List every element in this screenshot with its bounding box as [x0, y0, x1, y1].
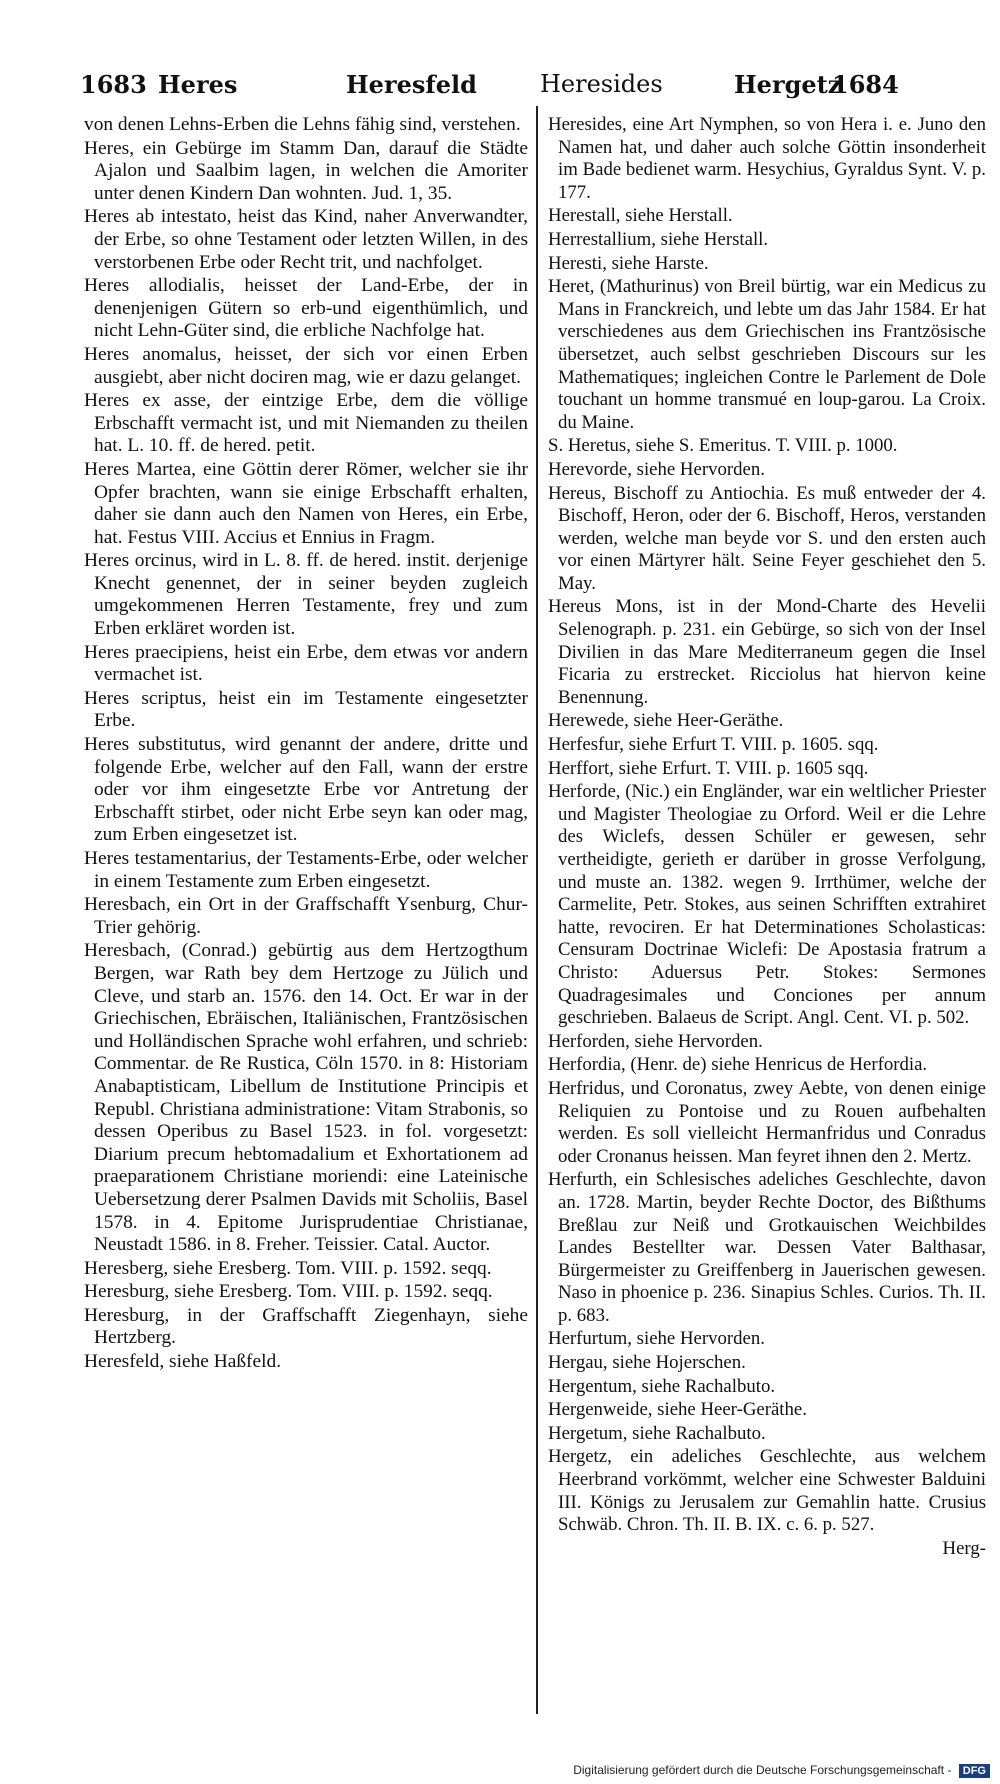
- entry: Heres scriptus, heist ein im Testamente eingesetzter Erbe.: [84, 687, 528, 732]
- entry: Heresfeld, siehe Haßfeld.: [84, 1351, 282, 1373]
- entry: Heres allodialis, heisset der Land-Erbe, der in denenjenigen Gütern so erb-und eigenthümlich, und nicht Lehn-Güter sind, die erbliche Nachfolge hat.: [84, 275, 528, 342]
- entry: Heres ab intestato, heist das Kind, naher Anverwandter, der Erbe, so ohne Testament oder letzten Willen, in des verstorbenen Erbe oder Recht trit, und nachfolget.: [84, 206, 528, 273]
- entry: Heres Martea, eine Göttin derer Römer, welcher sie ihr Opfer brachten, wann sie einige Erbschafft erhalten, daher sie dann auch den Namen von Heres, ein Erbe, hat. Festus VIII. Accius et Ennius in Fragm.: [84, 458, 528, 548]
- catchword-left: Heres: [158, 70, 238, 99]
- entry: Heresides, eine Art Nymphen, so von Hera i. e. Juno den Namen hat, und daher auch solche Göttin insonderheit im Bade bedienet warm. Hesychius, Gyraldus Synt. V. p. 177.: [548, 114, 986, 203]
- entry: Heresti, siehe Harste.: [548, 252, 709, 274]
- entry: Heresberg, siehe Eresberg. Tom. VIII. p. 1592. seqq.: [84, 1257, 492, 1279]
- entry: Herewede, siehe Heer-Geräthe.: [548, 710, 784, 732]
- page-number-right: 1684: [832, 70, 899, 99]
- entry: Heres anomalus, heisset, der sich vor einen Erben ausgiebt, aber nicht dociren mag, wie er dazu gelanget.: [84, 343, 528, 388]
- entry: Herevorde, siehe Hervorden.: [548, 458, 765, 480]
- left-column: [84, 114, 528, 1375]
- entry: Herfordia, (Henr. de) siehe Henricus de Herfordia.: [548, 1054, 928, 1076]
- entry: Hergetum, siehe Rachalbuto.: [548, 1422, 766, 1444]
- entry: Heresburg, siehe Eresberg. Tom. VIII. p. 1592. seqq.: [84, 1281, 493, 1303]
- entry: Herg-: [942, 1537, 986, 1559]
- entry: S. Heretus, siehe S. Emeritus. T. VIII. p. 1000.: [548, 435, 898, 457]
- entry: Herfesfur, siehe Erfurt T. VIII. p. 1605. sqq.: [548, 734, 879, 756]
- page-number-left: 1683: [80, 70, 147, 99]
- column-divider: [536, 106, 538, 1714]
- entry: von denen Lehns-Erben die Lehns fähig sind, verstehen.: [84, 114, 521, 135]
- entry: Herffort, siehe Erfurt. T. VIII. p. 1605 sqq.: [548, 757, 869, 779]
- entry: Herfurth, ein Schlesisches adeliches Geschlechte, davon an. 1728. Martin, beyder Rechte Doctor, des Bißthums Breßlau zur Neiß und Grotkauischen Weichbildes Landes Bestellter war. Dessen Vater Balthasar, Bürgermeister zu Greiffenberg in Jauerischen gewesen. Naso in phoenice p. 236. Sinapius Schles. Curios. Th. II. p. 683.: [548, 1169, 986, 1326]
- entry: Heres praecipiens, heist ein Erbe, dem etwas vor andern vermachet ist.: [84, 641, 528, 686]
- entry: Herestall, siehe Herstall.: [548, 205, 733, 227]
- dfg-logo: DFG: [959, 1764, 990, 1778]
- entry: Hereus Mons, ist in der Mond-Charte des Hevelii Selenograph. p. 231. ein Gebürge, so sich von der Insel Divilien in das Mare Mediterraneum gegen die Insel Ficaria zu erstrecket. Ricciolus hat hiervon keine Benennung.: [548, 596, 986, 708]
- header-title-center: Heresfeld: [346, 70, 477, 99]
- entry: Heresburg, in der Graffschafft Ziegenhayn, siehe Hertzberg.: [84, 1304, 528, 1349]
- entry: Heres orcinus, wird in L. 8. ff. de hered. instit. derjenige Knecht genennet, der in seiner beyden zugleich umgekommenen Herren Testamente, frey und zum Erben erkläret worden ist.: [84, 550, 528, 640]
- entry: Heres substitutus, wird genannt der andere, dritte und folgende Erbe, welcher auf den Fall, wann der erstre oder vor ihm eingesetzte Erbe vor Antretung der Erbschafft stirbet, oder nicht Erbe seyn kan oder mag, zum Erben eingesetzet ist.: [84, 734, 528, 846]
- right-column: [548, 114, 986, 1561]
- entry: Hergenweide, siehe Heer-Geräthe.: [548, 1399, 807, 1421]
- running-header: [80, 62, 960, 106]
- footer-text: Digitalisierung gefördert durch die Deutsche Forschungsgemeinschaft -: [573, 1763, 952, 1777]
- digitization-credit: [573, 1763, 990, 1778]
- entry: Herfridus, und Coronatus, zwey Aebte, von denen einige Reliquien zu Pontoise und zu Rouen aufbehalten werden. Es soll vielleicht Hermanfridus und Conradus oder Cronanus heissen. Man feyret ihnen den 2. Mertz.: [548, 1077, 986, 1167]
- entry: Herfurtum, siehe Hervorden.: [548, 1328, 765, 1350]
- catchword-right: Hergetz: [734, 70, 842, 99]
- entry: Herforden, siehe Hervorden.: [548, 1030, 763, 1052]
- entry: Herforde, (Nic.) ein Engländer, war ein weltlicher Priester und Magister Theologiae zu Orford. Weil er die Lehre des Wiclefs, dessen Schüler er gewesen, sehr vertheidigte, gerieth er darüber in grosse Verfolgung, und muste an. 1382. wegen 9. Irrthümer, welche der Carmelite, Petr. Stokes, aus seinen Schrifften extrahiret hatte, revociren. Er hat Determinationes Scholasticas: Censuram Doctrinae Wiclefi: De Apostasia fratrum a Christo: Aduersus Petr. Stokes: Sermones Quadragesimales und Conciones per annum geschrieben. Balaeus de Script. Angl. Cent. VI. p. 502.: [548, 781, 986, 1029]
- entry: Hergetz, ein adeliches Geschlechte, aus welchem Heerbrand vorkömmt, welcher eine Schwester Balduini III. Königs zu Jerusalem zur Gemahlin hatte. Crusius Schwäb. Chron. Th. II. B. IX. c. 6. p. 527.: [548, 1446, 986, 1536]
- entry: Heres, ein Gebürge im Stamm Dan, darauf die Städte Ajalon und Saalbim lagen, in welchen die Amoriter unter denen Kindern Dan wohnten. Jud. 1, 35.: [84, 137, 528, 204]
- entry: Hergentum, siehe Rachalbuto.: [548, 1375, 776, 1397]
- entry: Hereus, Bischoff zu Antiochia. Es muß entweder der 4. Bischoff, Heron, oder der 6. Bischoff, Heros, verstanden werden, welche man beyde vor S. und den ersten auch vor einen Märtyrer hält. Seine Feyer geschiehet den 5. May.: [548, 482, 986, 594]
- entry: Heresbach, ein Ort in der Graffschafft Ysenburg, Chur-Trier gehörig.: [84, 894, 528, 938]
- entry: Heres ex asse, der eintzige Erbe, dem die völlige Erbschafft vermacht ist, und mit Niemanden zu theilen hat. L. 10. ff. de hered. petit.: [84, 390, 528, 457]
- header-title-right: Heresides: [540, 70, 663, 98]
- entry: Heret, (Mathurinus) von Breil bürtig, war ein Medicus zu Mans in Franckreich, und lebte um das Jahr 1584. Er hat verschiedenes aus dem Griechischen ins Frantzösische übersetzet, auch selbst geschrieben Discours sur les Mathematiques; ingleichen Contre le Parlement de Dole touchant un homme transmué en loup-garou. La Croix. du Maine.: [548, 276, 986, 433]
- entry: Heres testamentarius, der Testaments-Erbe, oder welcher in einem Testamente zum Erben eingesetzt.: [84, 848, 528, 892]
- entry: Hergau, siehe Hojerschen.: [548, 1352, 746, 1374]
- entry: Herrestallium, siehe Herstall.: [548, 228, 769, 250]
- entry: Heresbach, (Conrad.) gebürtig aus dem Hertzogthum Bergen, war Rath bey dem Hertzoge zu Jülich und Cleve, und starb an. 1576. den 14. Oct. Er war in der Griechischen, Ebräischen, Italiänischen, Frantzösischen und Holländischen Sprache wohl erfahren, und schrieb: Commentar. de Re Rustica, Cöln 1570. in 8: Historiam Anabaptisticam, Libellum de Institutione Principis et Republ. Christiana administratione: Vitam Strabonis, so dessen Operibus zu Basel 1523. in fol. vorgesetzt: Diarium precum hebtomadalium et Exhortationem ad praeparationem Christiane moriendi: eine Lateinische Uebersetzung derer Psalmen Davids mit Scholiis, Basel 1578. in 4. Epitome Jurisprudentiae Christianae, Neustadt 1586. in 8. Freher. Teissier. Catal. Auctor.: [84, 940, 528, 1256]
